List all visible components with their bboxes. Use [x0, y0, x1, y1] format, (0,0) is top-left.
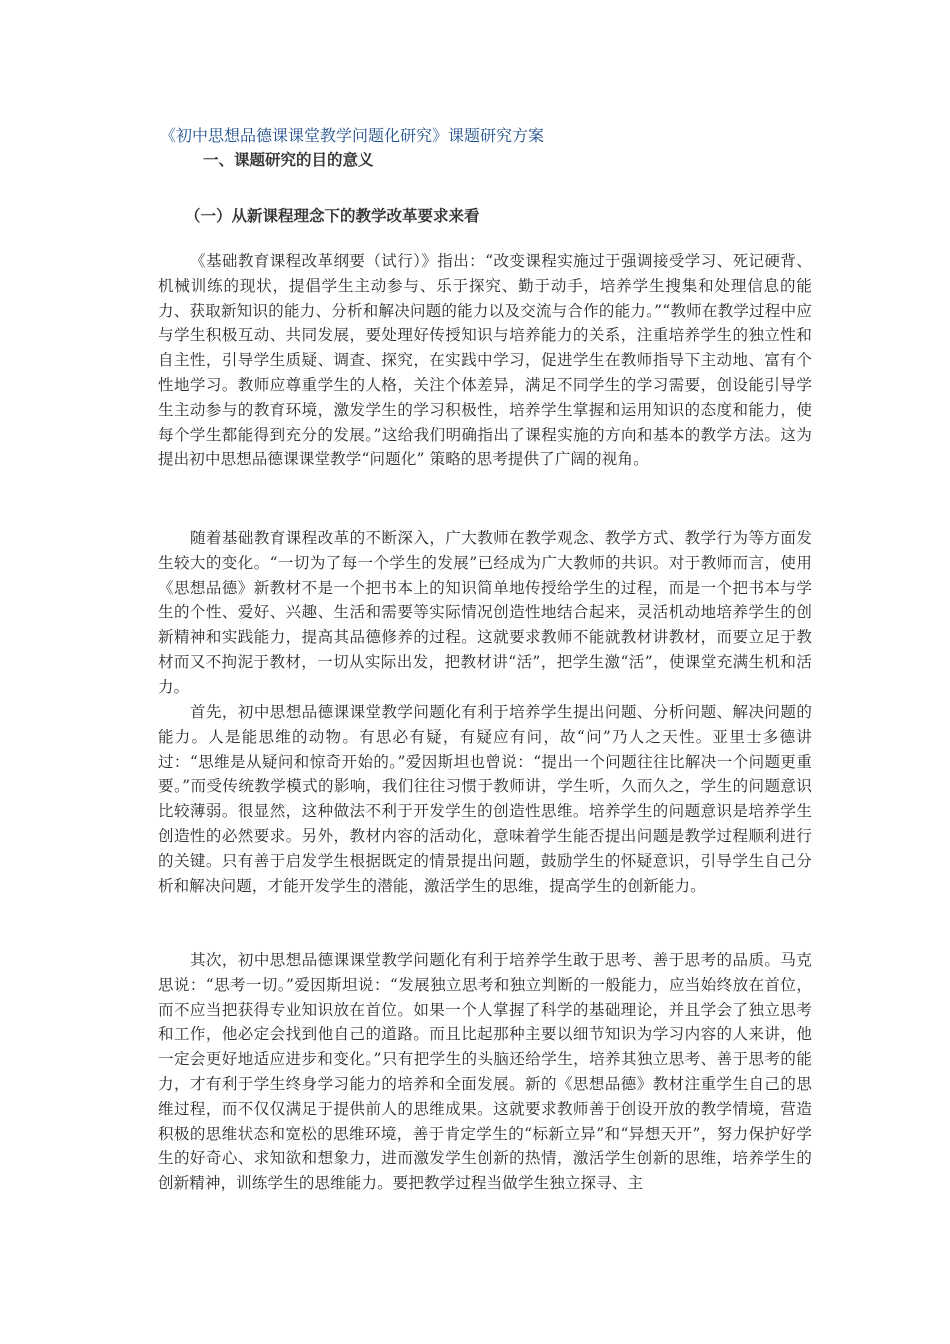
section-heading: 一、课题研究的目的意义: [203, 150, 374, 169]
document-title: 《初中思想品德课课堂教学问题化研究》课题研究方案: [160, 126, 545, 145]
body-paragraph: 随着基础教育课程改革的不断深入，广大教师在教学观念、教学方式、教学行为等方面发生较大的变化。“一切为了每一个学生的发展”已经成为广大教师的共识。对于教师而言，使用《思想品德》新教材不是一个把书本上的知识简单地传授给学生的过程，而是一个把书本与学生的个性、爱好、兴趣、生活和需要等实际情况创造性地结合起来，灵活机动地培养学生的创新精神和实践能力，提高其品德修养的过程。这就要求教师不能就教材讲教材，而要立足于教材而又不拘泥于教材，一切从实际出发，把教材讲“活”，把学生激“活”，使课堂充满生机和活力。: [158, 529, 812, 696]
subsection-heading: （一）从新课程理念下的教学改革要求来看: [185, 206, 480, 225]
body-paragraph: 其次，初中思想品德课课堂教学问题化有利于培养学生敢于思考、善于思考的品质。马克思说：“思考一切。”爱因斯坦说：“发展独立思考和独立判断的一般能力，应当始终放在首位，而不应当把获得专业知识放在首位。如果一个人掌握了科学的基础理论，并且学会了独立思考和工作，他必定会找到他自己的道路。而且比起那种主要以细节知识为学习内容的人来讲，他一定会更好地适应进步和变化。”只有把学生的头脑还给学生，培养其独立思考、善于思考的能力，才有利于学生终身学习能力的培养和全面发展。新的《思想品德》教材注重学生自己的思维过程，而不仅仅满足于提供前人的思维成果。这就要求教师善于创设开放的教学情境，营造积极的思维状态和宽松的思维环境，善于肯定学生的“标新立异”和“异想天开”，努力保护好学生的好奇心、求知欲和想象力，进而激发学生创新的热情，激活学生创新的思维，培养学生的创新精神，训练学生的思维能力。要把教学过程当做学生独立探寻、主: [158, 951, 812, 1193]
body-paragraph: 首先，初中思想品德课课堂教学问题化有利于培养学生提出问题、分析问题、解决问题的能力。人是能思维的动物。有思必有疑，有疑应有问，故“问”乃人之天性。亚里士多德讲过：“思维是从疑问和惊奇开始的。”爱因斯坦也曾说：“提出一个问题往往比解决一个问题更重要。”而受传统教学模式的影响，我们往往习惯于教师讲，学生听，久而久之，学生的问题意识比较薄弱。很显然，这种做法不利于开发学生的创造性思维。培养学生的问题意识是培养学生创造性的必然要求。另外，教材内容的活动化，意味着学生能否提出问题是教学过程顺利进行的关键。只有善于启发学生根据既定的情景提出问题，鼓励学生的怀疑意识，引导学生自己分析和解决问题，才能开发学生的潜能，激活学生的思维，提高学生的创新能力。: [158, 703, 812, 895]
body-paragraph: 《基础教育课程改革纲要（试行）》指出：“改变课程实施过于强调接受学习、死记硬背、机械训练的现状，提倡学生主动参与、乐于探究、勤于动手，培养学生搜集和处理信息的能力、获取新知识的能力、分析和解决问题的能力以及交流与合作的能力。”“教师在教学过程中应与学生积极互动、共同发展，要处理好传授知识与培养能力的关系，注重培养学生的独立性和自主性，引导学生质疑、调查、探究，在实践中学习，促进学生在教师指导下主动地、富有个性地学习。教师应尊重学生的人格，关注个体差异，满足不同学生的学习需要，创设能引导学生主动参与的教育环境，激发学生的学习积极性，培养学生掌握和运用知识的态度和能力，使每个学生都能得到充分的发展。”这给我们明确指出了课程实施的方向和基本的教学方法。这为提出初中思想品德课课堂教学“问题化” 策略的思考提供了广阔的视角。: [158, 252, 812, 469]
